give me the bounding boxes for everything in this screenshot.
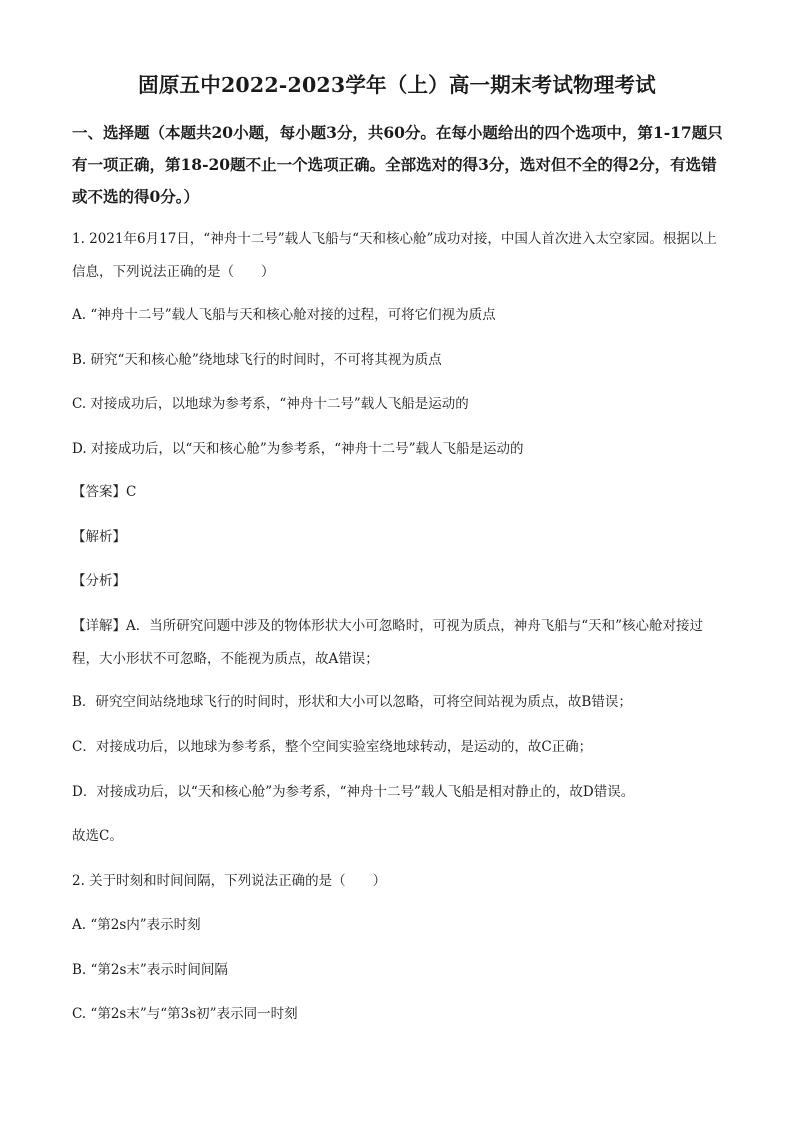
question-1-option-a: A. “神舟十二号”载人飞船与天和核心舱对接的过程，可将它们视为质点 bbox=[72, 307, 496, 323]
question-1-option-d: D. 对接成功后，以“天和核心舱”为参考系，“神舟十二号”载人飞船是运动的 bbox=[72, 441, 524, 457]
question-2-option-c: C. “第2s末”与“第3s初”表示同一时刻 bbox=[72, 1006, 298, 1022]
detail-a: 【详解】A．当所研究问题中涉及的物体形状大小可忽略时，可视为质点，神舟飞船与“天和”核心舱对接过程，大小形状不可忽略，不能视为质点，故A错误； bbox=[72, 618, 704, 667]
answer-label: 【答案】C bbox=[72, 484, 137, 500]
conclusion: 故选C。 bbox=[72, 828, 123, 844]
section-header: 一、选择题（本题共20小题，每小题3分，共60分。在每小题给出的四个选项中，第1-17题只有一项正确，第18-20题不止一个选项正确。全部选对的得3分，选对但不全的得2分，有选错或不选的得0分。） bbox=[72, 123, 723, 206]
question-1-option-b: B. 研究“天和核心舱”绕地球飞行的时间时，不可将其视为质点 bbox=[72, 352, 442, 368]
detail-d: D．对接成功后，以“天和核心舱”为参考系，“神舟十二号”载人飞船是相对静止的，故D错误。 bbox=[72, 784, 635, 800]
question-2-option-a: A. “第2s内”表示时刻 bbox=[72, 917, 201, 933]
question-2-stem: 2. 关于时刻和时间间隔，下列说法正确的是（ ） bbox=[72, 873, 387, 889]
analysis-label: 【解析】 bbox=[72, 529, 126, 545]
fenxi-label: 【分析】 bbox=[72, 573, 126, 589]
question-1-option-c: C. 对接成功后，以地球为参考系，“神舟十二号”载人飞船是运动的 bbox=[72, 396, 469, 412]
detail-b: B．研究空间站绕地球飞行的时间时，形状和大小可以忽略，可将空间站视为质点，故B错误； bbox=[72, 694, 632, 710]
detail-c: C．对接成功后，以地球为参考系，整个空间实验室绕地球转动，是运动的，故C正确； bbox=[72, 739, 593, 755]
question-1-stem: 1. 2021年6月17日，“神舟十二号”载人飞船与“天和核心舱”成功对接，中国人首次进入太空家园。根据以上信息，下列说法正确的是（ ） bbox=[72, 231, 717, 280]
page-title: 固原五中2022-2023学年（上）高一期末考试物理考试 bbox=[138, 73, 656, 97]
question-2-option-b: B. “第2s末”表示时间间隔 bbox=[72, 962, 228, 978]
